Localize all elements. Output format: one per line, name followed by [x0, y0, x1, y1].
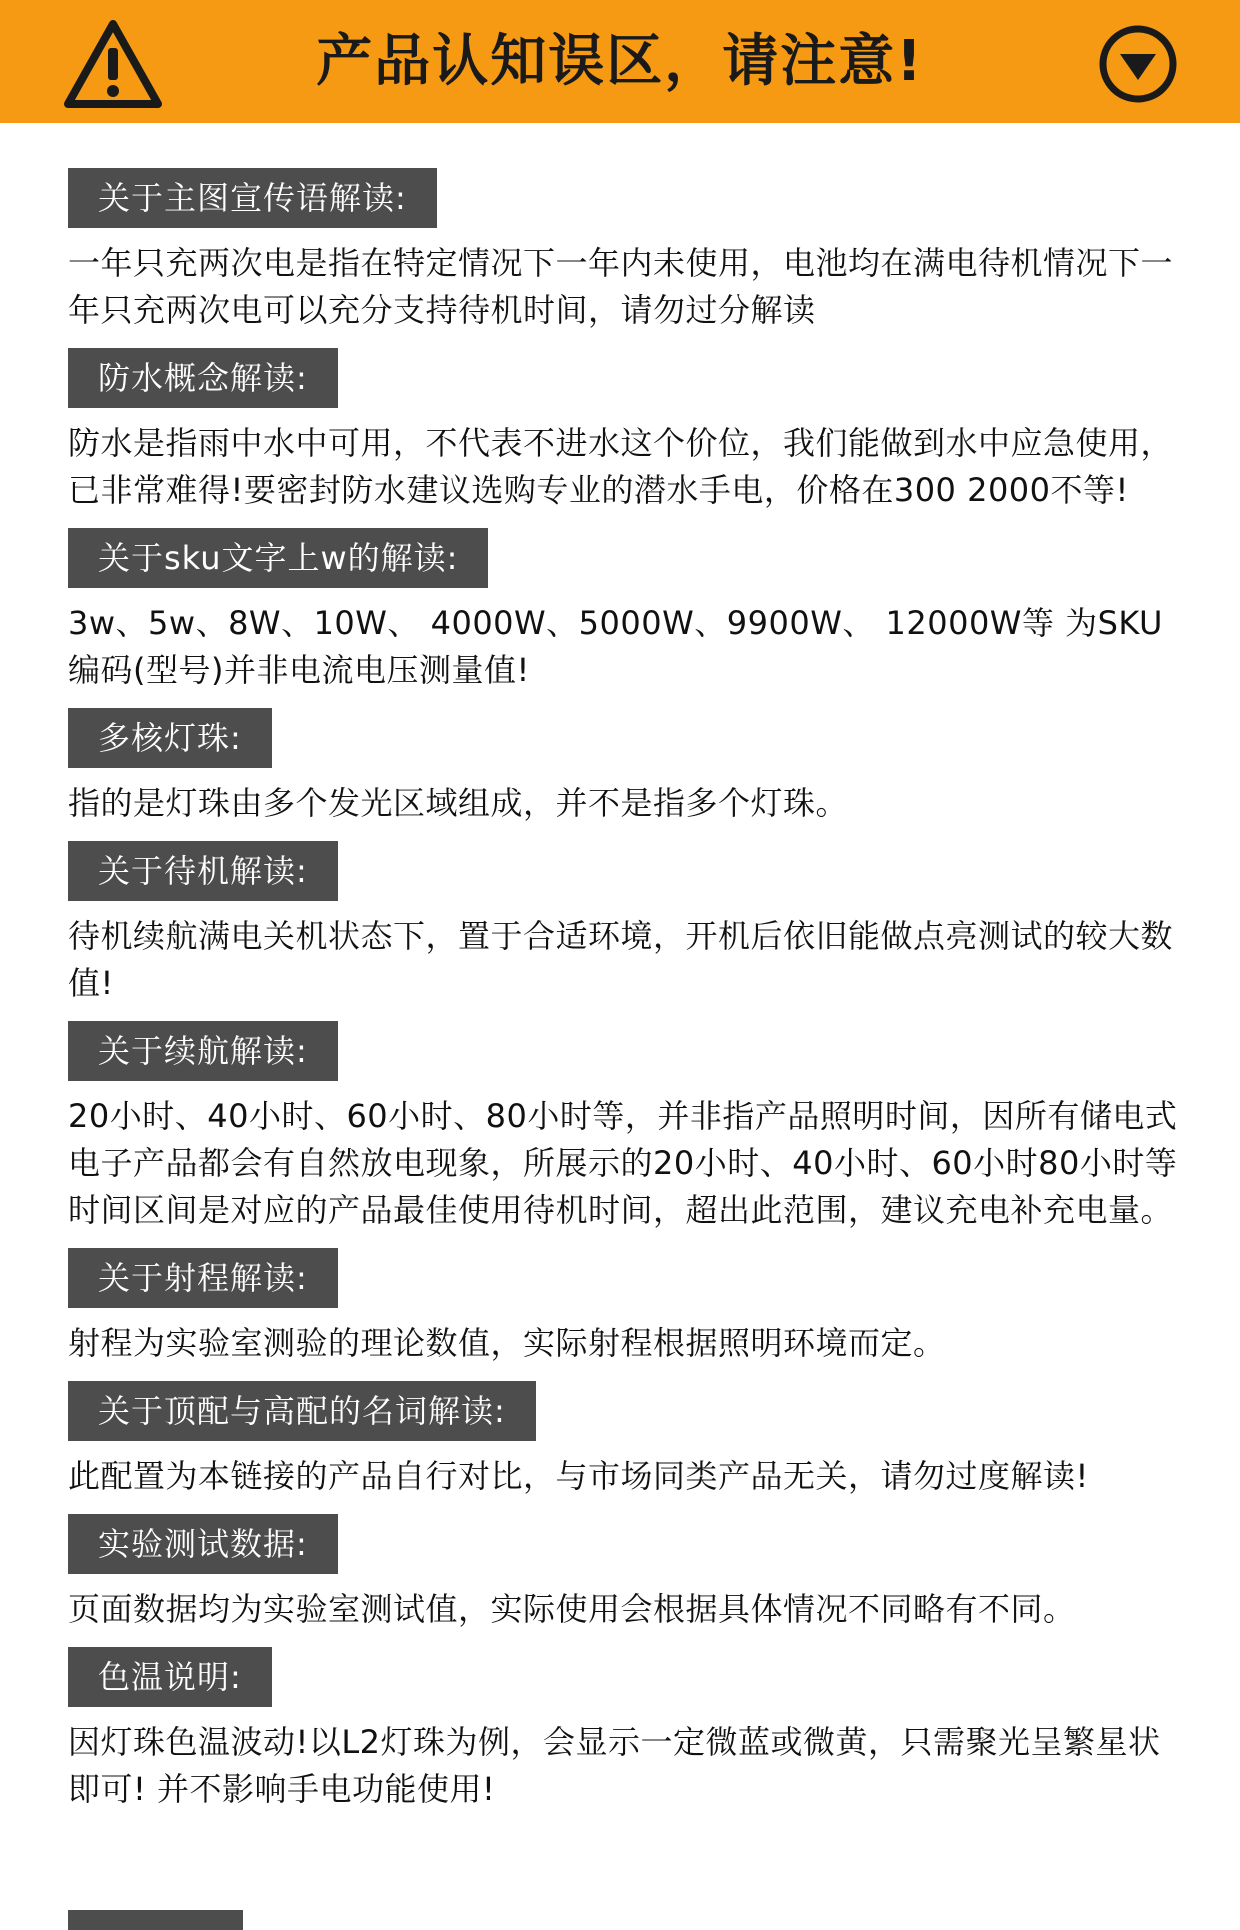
- notice-section: [68, 1021, 1178, 1234]
- notice-section: [68, 841, 1178, 1007]
- section-title: 关于顶配与高配的名词解读:: [68, 1381, 536, 1441]
- notice-section: [68, 1514, 1178, 1633]
- notice-section: [68, 348, 1178, 514]
- notice-section: [68, 708, 1178, 827]
- notice-section: [68, 528, 1178, 694]
- section-title: 关于续航解读:: [68, 1021, 338, 1081]
- section-text: 射程为实验室测验的理论数值，实际射程根据照明环境而定。: [68, 1324, 946, 1362]
- section-title: 关于待机解读:: [68, 841, 338, 901]
- next-section-tag: [68, 1910, 243, 1930]
- section-text: 因灯珠色温波动!以L2灯珠为例，会显示一定微蓝或微黄，只需聚光呈繁星状即可! 并不影响手电功能使用!: [68, 1723, 1161, 1808]
- notice-section: [68, 1647, 1178, 1813]
- section-title: 防水概念解读:: [68, 348, 338, 408]
- section-title: 多核灯珠:: [68, 708, 272, 768]
- warning-banner: [0, 0, 1240, 123]
- section-title: 实验测试数据:: [68, 1514, 338, 1574]
- section-title: 关于sku文字上w的解读:: [68, 528, 488, 588]
- section-text: 页面数据均为实验室测试值，实际使用会根据具体情况不同略有不同。: [68, 1590, 1076, 1628]
- section-title: 色温说明:: [68, 1647, 272, 1707]
- notice-section: [68, 1381, 1178, 1500]
- notice-section: [68, 168, 1178, 334]
- section-title: 关于主图宣传语解读:: [68, 168, 437, 228]
- section-text: 3w、5w、8W、10W、 4000W、5000W、9900W、 12000W等 为SKU编码(型号)并非电流电压测量值!: [68, 604, 1163, 689]
- section-text: 20小时、40小时、60小时、80小时等，并非指产品照明时间，因所有储电式电子产品都会有自然放电现象，所展示的20小时、40小时、60小时80小时等时间区间是对应的产品最佳使用待机时间，超出此范围，建议充电补充电量。: [68, 1097, 1178, 1229]
- notice-list: [68, 168, 1178, 1827]
- chevron-down-circle-icon[interactable]: [1098, 24, 1178, 104]
- section-text: 一年只充两次电是指在特定情况下一年内未使用，电池均在满电待机情况下一年只充两次电可以充分支持待机时间，请勿过分解读: [68, 244, 1174, 329]
- notice-section: [68, 1248, 1178, 1367]
- section-text: 待机续航满电关机状态下，置于合适环境，开机后依旧能做点亮测试的较大数值!: [68, 917, 1174, 1002]
- section-text: 防水是指雨中水中可用，不代表不进水这个价位，我们能做到水中应急使用，已非常难得!要密封防水建议选购专业的潜水手电，价格在300 2000不等!: [68, 424, 1174, 509]
- section-title: 关于射程解读:: [68, 1248, 338, 1308]
- banner-title: 产品认知误区，请注意!: [316, 29, 924, 94]
- section-text: 此配置为本链接的产品自行对比，与市场同类产品无关，请勿过度解读!: [68, 1457, 1089, 1495]
- section-text: 指的是灯珠由多个发光区域组成，并不是指多个灯珠。: [68, 784, 849, 822]
